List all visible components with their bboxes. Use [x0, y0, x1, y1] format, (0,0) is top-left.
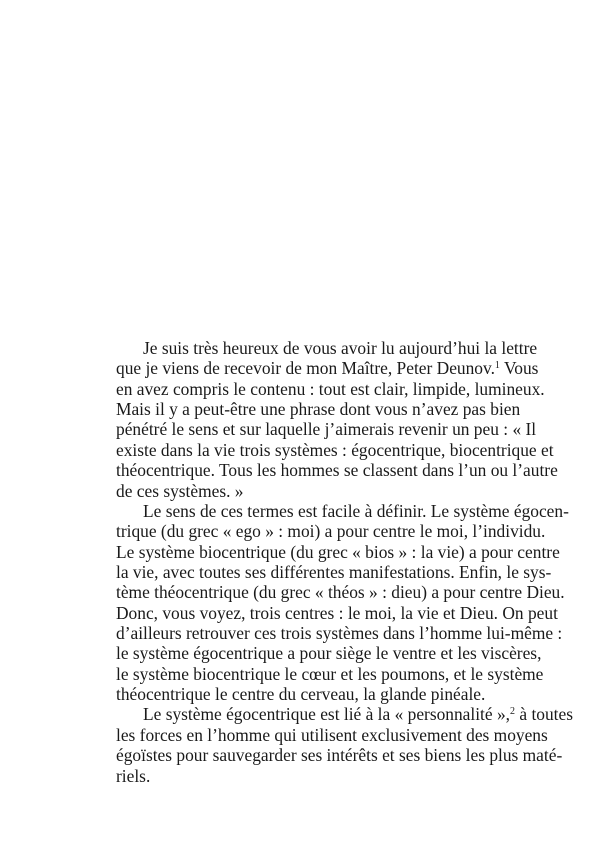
text-line: le système biocentrique le cœur et les poumons, et le système: [116, 663, 544, 684]
paragraph-3: [89, 704, 573, 786]
text-line: Je suis très heureux de vous avoir lu aujourd’hui la lettre: [143, 338, 538, 358]
text-line: les forces en l’homme qui utilisent exclusivement des moyens: [116, 724, 548, 745]
body-text: [89, 338, 573, 786]
text-line: pénétré le sens et sur laquelle j’aimerais revenir un peu : « Il: [116, 419, 537, 440]
text-line: Donc, vous voyez, trois centres : le moi, la vie et Dieu. On peut: [116, 602, 558, 623]
text-line-segment: Le système égocentrique est lié à la « personnalité »,: [143, 704, 511, 725]
text-line: Mais il y a peut-être une phrase dont vous n’avez pas bien: [116, 399, 521, 420]
paragraph-1: [89, 338, 558, 501]
text-line: [89, 358, 539, 379]
text-line: d’ailleurs retrouver ces trois systèmes dans l’homme lui-même :: [116, 623, 563, 644]
text-line-segment: Vous: [503, 358, 539, 379]
text-line: tème théocentrique (du grec « théos » : dieu) a pour centre Dieu.: [116, 582, 565, 603]
text-line: de ces systèmes. »: [116, 480, 244, 501]
text-line-segment: à toutes: [519, 704, 573, 725]
text-line: riels.: [116, 765, 151, 786]
text-line: Le sens de ces termes est facile à définir. Le système égocen-: [143, 500, 569, 521]
text-line: théocentrique. Tous les hommes se classent dans l’un ou l’autre: [116, 460, 558, 481]
footnote-marker-1[interactable]: 1: [494, 360, 500, 372]
text-line: en avez compris le contenu : tout est clair, limpide, lumineux.: [116, 378, 545, 399]
footnote-marker-2[interactable]: 2: [510, 706, 516, 718]
text-line: égoïstes pour sauvegarder ses intérêts et ses biens les plus maté-: [116, 745, 563, 766]
text-line: le système égocentrique a pour siège le ventre et les viscères,: [116, 643, 542, 664]
text-line: existe dans la vie trois systèmes : égocentrique, biocentrique et: [116, 439, 554, 460]
text-line: la vie, avec toutes ses différentes manifestations. Enfin, le sys-: [116, 561, 552, 582]
paragraph-2: [89, 500, 569, 705]
text-line: Le système biocentrique (du grec « bios » : la vie) a pour centre: [116, 541, 560, 562]
text-line: [89, 704, 573, 725]
text-line: théocentrique le centre du cerveau, la glande pinéale.: [116, 684, 486, 705]
text-line: trique (du grec « ego » : moi) a pour centre le moi, l’individu.: [116, 521, 546, 542]
text-line-segment: que je viens de recevoir de mon Maître, Peter Deunov.: [116, 358, 495, 379]
